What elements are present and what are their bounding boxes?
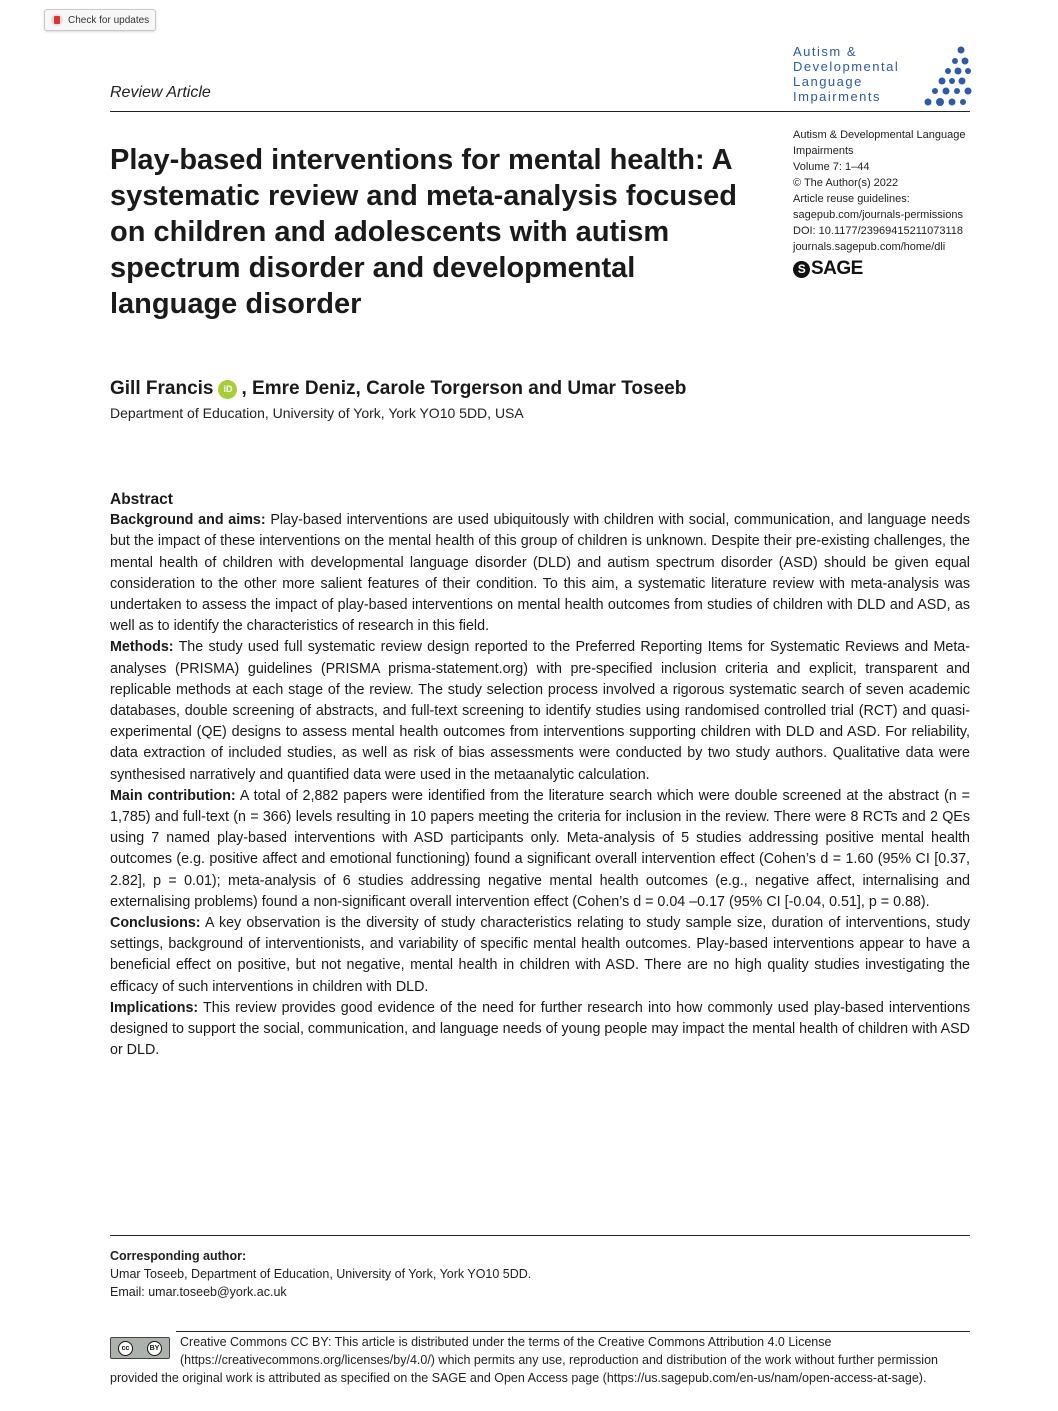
journal-logo-line: Autism & <box>793 44 858 59</box>
section-text: A key observation is the diversity of study characteristics relating to study sample size, duration of interventions, study settings, background of interventionists, and variability of specific mental health outcomes. Play-based interventions appear to have a beneficial effect on positive, but not negative, mental health in children with ASD. There are no high quality studies investigating the efficacy of such interventions in children with DLD. <box>110 915 970 995</box>
doi-link[interactable]: DOI: 10.1177/23969415211073118 <box>793 225 964 237</box>
author-rest: , Emre Deniz, Carole Torgerson and Umar Toseeb <box>241 378 687 399</box>
corresponding-author-name: Umar Toseeb, Department of Education, University of York, York YO10 5DD. <box>110 1267 532 1281</box>
corresponding-author-heading: Corresponding author: <box>110 1249 247 1263</box>
sage-logo <box>793 258 863 280</box>
meta-line: Impairments <box>793 145 854 157</box>
journal-metadata <box>793 127 965 255</box>
meta-line: © The Author(s) 2022 <box>793 177 899 189</box>
section-label: Implications: <box>110 999 199 1016</box>
section-label: Main contribution: <box>110 787 236 804</box>
orcid-icon[interactable]: iD <box>218 380 237 399</box>
section-text: A total of 2,882 papers were identified from the literature search which were double screened at the abstract (n = 1,785) and full-text (n = 366) levels resulting in 10 papers meeting the criteria for inclusion in the review. There were 8 RCTs and 2 QEs using 7 named play-based interventions with ASD participants only. Meta-analysis of 5 studies addressing positive mental health outcomes (e.g. positive affect and emotional functioning) found a significant overall intervention effect (Cohen’s d = 1.60 (95% CI [0.37, 2.82], p = 0.01); meta-analysis of 6 studies addressing negative mental health outcomes (e.g., negative affect, internalising and externalising problems) found a non-significant overall intervention effect (Cohen’s d = 0.04 –0.17 (95% CI [-0.04, 0.51], p = 0.88). <box>110 787 971 910</box>
section-text: This review provides good evidence of the need for further research into how commonly used play-based interventions designed to support the social, communication, and language needs of young people may impact the mental health of children with ASD or DLD. <box>110 999 970 1059</box>
license-rule <box>176 1331 970 1332</box>
meta-line: Article reuse guidelines: <box>793 193 910 205</box>
check-for-updates-button[interactable] <box>44 9 156 31</box>
journal-logo <box>793 44 899 104</box>
abstract-heading: Abstract <box>110 491 173 508</box>
journal-logo-line: Language <box>793 74 863 89</box>
header-rule <box>110 111 970 112</box>
section-label: Conclusions: <box>110 915 201 932</box>
journal-logo-dots-icon <box>915 44 975 112</box>
article-title: Play-based interventions for mental health: A systematic review and meta-analysis focused on children and adolescents with autism spectrum disorder and developmental language disorder <box>110 144 738 320</box>
author-first: Gill Francis <box>110 378 214 399</box>
section-label: Methods: <box>110 639 174 656</box>
permissions-link[interactable]: sagepub.com/journals-permissions <box>793 209 963 221</box>
meta-line: Autism & Developmental Language <box>793 129 966 141</box>
affiliation: Department of Education, University of York, York YO10 5DD, USA <box>110 405 524 421</box>
meta-line: Volume 7: 1–44 <box>793 161 870 173</box>
author-list <box>110 378 686 400</box>
section-label: Background and aims: <box>110 512 266 529</box>
abstract-section-implications <box>110 998 970 1062</box>
abstract-section-methods <box>110 637 970 785</box>
sage-mark-icon: S <box>793 261 810 278</box>
license-text: Creative Commons CC BY: This article is distributed under the terms of the Creative Commons Attribution 4.0 License (https://creativecommons.org/licenses/by/4.0/) which permits any use, reproduction and distribution of the work without further permission <box>180 1335 938 1367</box>
abstract <box>110 489 970 1061</box>
article-type: Review Article <box>110 84 211 101</box>
corresponding-author <box>110 1247 531 1301</box>
journal-logo-line: Impairments <box>793 89 882 104</box>
license-text-continued: provided the original work is attributed as specified on the SAGE and Open Access page (https://us.sagepub.com/en-us/nam/open-access-at-sage). <box>110 1371 927 1385</box>
section-text: Play-based interventions are used ubiquitously with children with social, communication, and language needs but the impact of these interventions on the mental health of this group of children is unknown. Despite their pre-existing challenges, the mental health of children with developmental language disorder (DLD) and autism spectrum disorder (ASD) should be given equal consideration to the other more salient features of their condition. To this aim, a systematic literature review with meta-analysis was undertaken to assess the impact of play-based interventions on mental health outcomes from studies of children with DLD and ASD, as well as to identify the characteristics of research in this field. <box>110 512 970 635</box>
abstract-section-main-contribution <box>110 786 970 913</box>
abstract-section-conclusions <box>110 913 970 998</box>
bookmark-icon <box>51 14 63 26</box>
cc-by-badge <box>110 1337 170 1359</box>
section-text: The study used full systematic review design reported to the Preferred Reporting Items for Systematic Reviews and Meta-analyses (PRISMA) guidelines (PRISMA prisma-statement.org) with pre-specified inclusion criteria and explicit, transparent and replicable methods at each stage of the review. The study selection process involved a rigorous systematic search of seven academic databases, double screening of abstracts, and full-text screening to identify studies using randomised controlled trial (RCT) and quasi-experimental (QE) designs to assess mental health outcomes from interventions supporting children with DLD and ASD. For reliability, data extraction of included studies, as well as risk of bias assessments were conducted by two study authors. Qualitative data were synthesised narratively and quantified data were used in the metaanalytic calculation. <box>110 639 970 783</box>
check-for-updates-label: Check for updates <box>68 14 150 26</box>
corresponding-author-email[interactable]: Email: umar.toseeb@york.ac.uk <box>110 1285 287 1299</box>
journal-home-link[interactable]: journals.sagepub.com/home/dli <box>793 241 946 253</box>
sage-wordmark: SAGE <box>811 258 863 279</box>
by-icon: BY <box>147 1341 162 1356</box>
footer-rule <box>110 1235 970 1236</box>
journal-logo-line: Developmental <box>793 59 900 74</box>
abstract-section-background <box>110 510 970 637</box>
cc-icon: cc <box>118 1341 133 1356</box>
